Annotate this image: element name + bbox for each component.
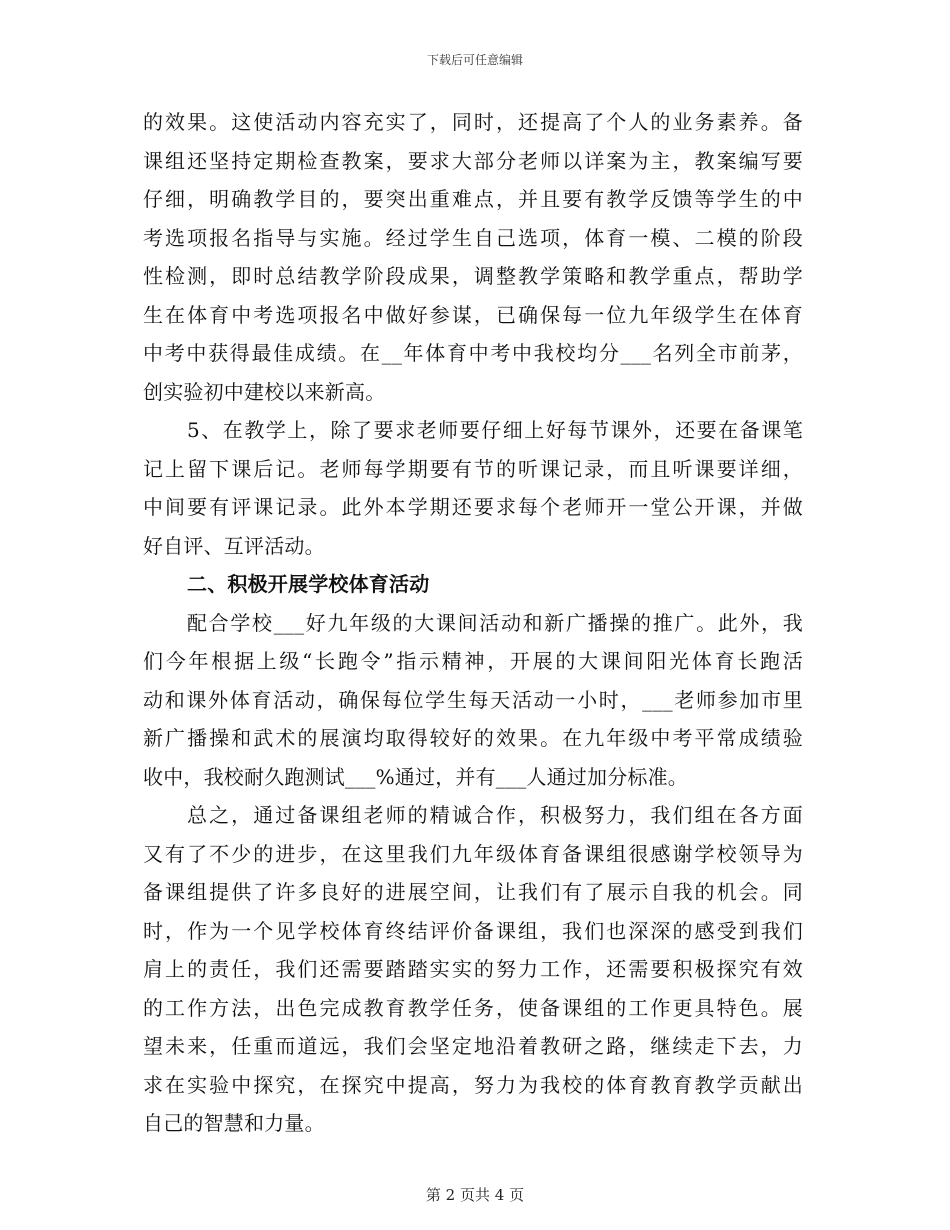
paragraph xyxy=(143,796,803,1143)
text-line: 配合学校___好九年级的大课间活动和新广播操的推广。此外，我 xyxy=(187,610,803,635)
paragraph xyxy=(143,103,803,411)
text-line: 中考中获得最佳成绩。在__年体育中考中我校均分___名列全市前茅， xyxy=(143,341,803,365)
text-line: 们今年根据上级“长跑令”指示精神，开展的大课间阳光体育长跑活 xyxy=(143,649,803,673)
page-footer: 第 2 页共 4 页 xyxy=(425,1186,525,1204)
text-line: 动和课外体育活动，确保每位学生每天活动一小时，___老师参加市里 xyxy=(143,687,803,712)
text-line: 记上留下课后记。老师每学期要有节的听课记录，而且听课要详细， xyxy=(143,456,803,481)
text-line: 自己的智慧和力量。 xyxy=(143,1111,325,1135)
text-line: 5、在教学上，除了要求老师要仔细上好每节课外，还要在备课笔 xyxy=(187,418,803,442)
text-line: 的工作方法，出色完成教育教学任务，使备课组的工作更具特色。展 xyxy=(143,995,803,1020)
text-line: 又有了不少的进步，在这里我们九年级体育备课组很感谢学校领导为 xyxy=(143,841,803,866)
document-body xyxy=(143,103,803,1143)
text-line: 好自评、互评活动。 xyxy=(143,533,325,558)
text-line: 新广播操和武术的展演均取得较好的效果。在九年级中考平常成绩验 xyxy=(143,726,803,750)
section-heading: 二、积极开展学校体育活动 xyxy=(187,572,430,596)
text-line: 肩上的责任，我们还需要踏踏实实的努力工作，还需要积极探究有效 xyxy=(143,957,803,981)
text-line: 收中，我校耐久跑测试___%通过，并有___人通过加分标准。 xyxy=(143,764,689,789)
text-line: 总之，通过备课组老师的精诚合作，积极努力，我们组在各方面 xyxy=(187,803,803,827)
text-line: 仔细，明确教学目的，要突出重难点，并且要有教学反馈等学生的中 xyxy=(143,187,803,211)
text-line: 望未来，任重而道远，我们会坚定地沿着教研之路，继续走下去，力 xyxy=(143,1034,803,1058)
text-line: 课组还坚持定期检查教案，要求大部分老师以详案为主，教案编写要 xyxy=(143,148,803,173)
text-line: 备课组提供了许多良好的进展空间，让我们有了展示自我的机会。同 xyxy=(143,880,803,904)
text-line: 性检测，即时总结教学阶段成果，调整教学策略和教学重点，帮助学 xyxy=(143,264,803,288)
paragraph xyxy=(143,604,803,797)
text-line: 中间要有评课记录。此外本学期还要求每个老师开一堂公开课，并做 xyxy=(143,495,803,519)
text-line: 的效果。这使活动内容充实了，同时，还提高了个人的业务素养。备 xyxy=(143,110,803,134)
text-line: 创实验初中建校以来新高。 xyxy=(143,379,386,404)
page-header: 下载后可任意编辑 xyxy=(426,53,523,67)
paragraph xyxy=(143,411,803,565)
text-line: 考选项报名指导与实施。经过学生自己选项，体育一模、二模的阶段 xyxy=(143,225,803,250)
text-line: 时，作为一个见学校体育终结评价备课组，我们也深深的感受到我们 xyxy=(143,918,803,943)
text-line: 求在实验中探究，在探究中提高，努力为我校的体育教育教学贡献出 xyxy=(143,1072,803,1097)
text-line: 生在体育中考选项报名中做好参谋，已确保每一位九年级学生在体育 xyxy=(143,302,803,327)
